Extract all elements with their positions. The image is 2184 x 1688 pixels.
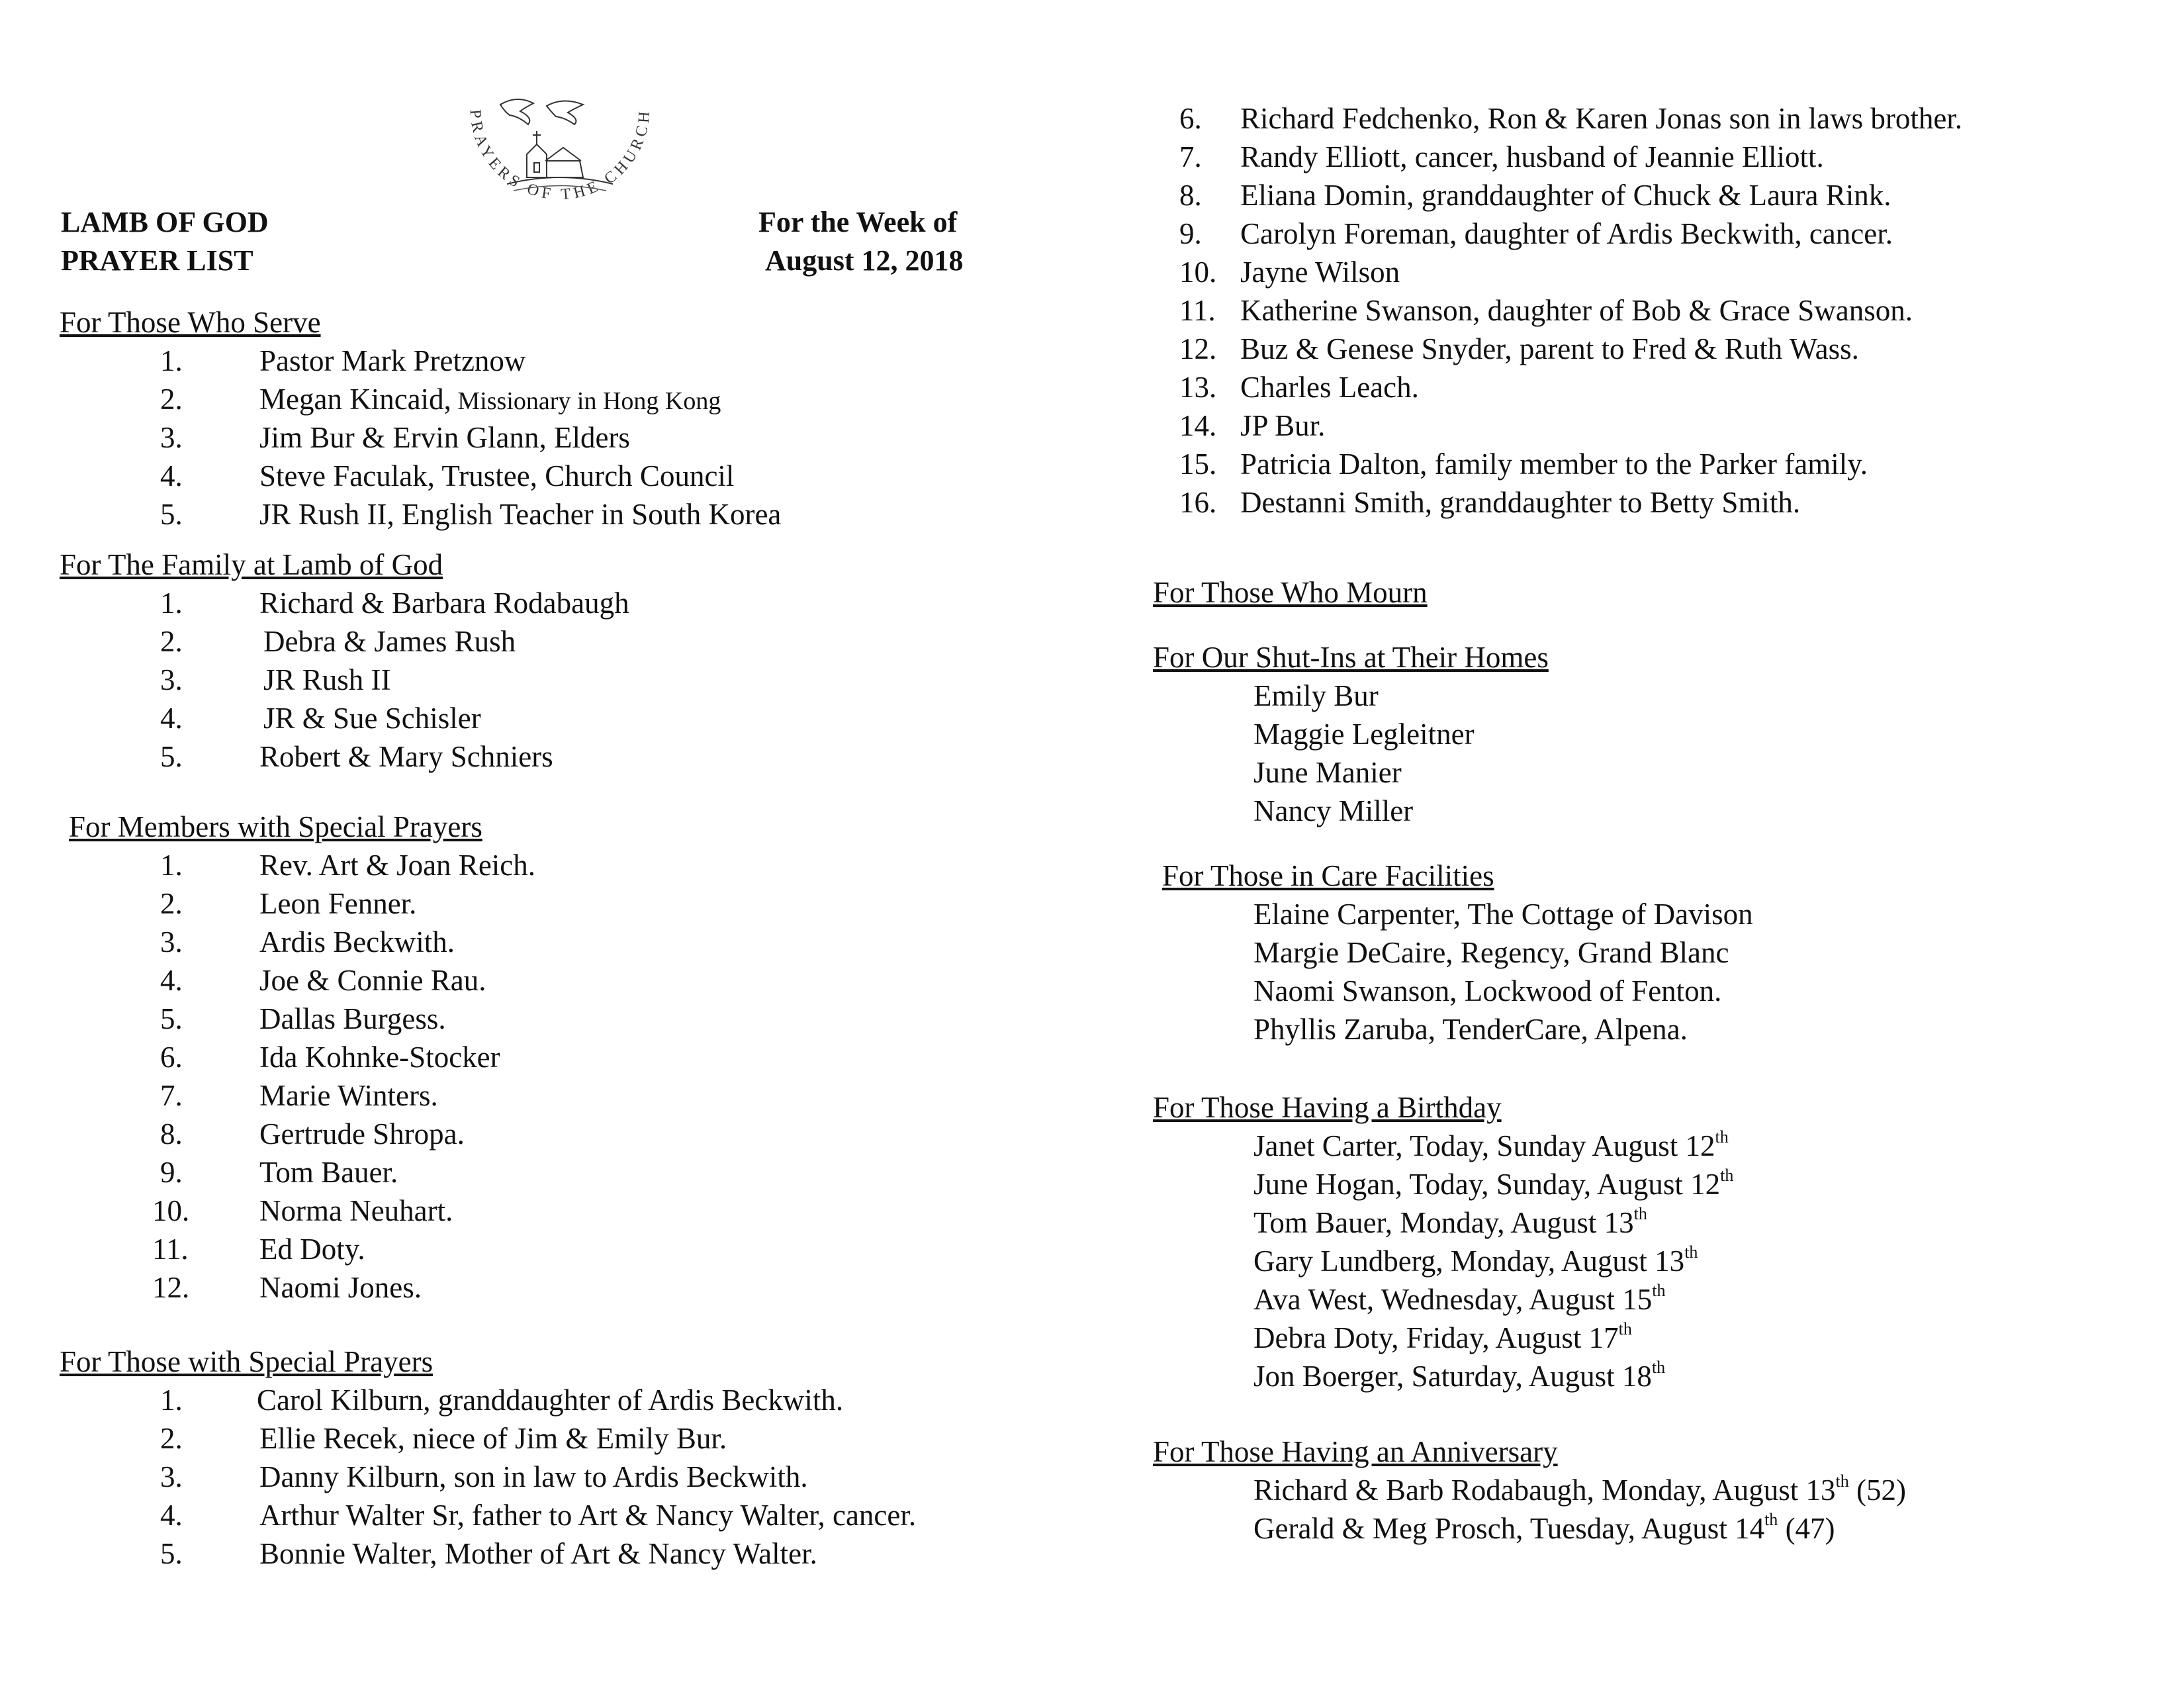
list-item: Emily Bur <box>1253 679 1379 712</box>
list-item: Nancy Miller <box>1253 794 1414 827</box>
list-item: Gary Lundberg, Monday, August 13th <box>1253 1243 1698 1278</box>
list-item: Jon Boerger, Saturday, August 18th <box>1253 1358 1666 1393</box>
section-title-special: For Those with Special Prayers <box>60 1345 433 1378</box>
logo-text: PRAYERS OF THE CHURCH <box>466 107 654 204</box>
list-item: Janet Carter, Today, Sunday August 12th <box>1253 1127 1729 1162</box>
list-item: Tom Bauer, Monday, August 13th <box>1253 1204 1647 1239</box>
section-title-serve: For Those Who Serve <box>60 306 321 339</box>
week-title <box>758 196 964 287</box>
list-item: Debra Doty, Friday, August 17th <box>1253 1319 1632 1354</box>
prayers-of-the-church-logo <box>454 91 666 238</box>
org-line-2: PRAYER LIST <box>61 244 253 277</box>
svg-text:PRAYERS OF THE CHURCH <box>467 107 654 204</box>
list-item: Elaine Carpenter, The Cottage of Davison <box>1253 898 1753 931</box>
list-item: Gerald & Meg Prosch, Tuesday, August 14th (47) <box>1253 1510 1835 1545</box>
section-title-family: For The Family at Lamb of God <box>60 548 443 581</box>
list-item: Richard & Barb Rodabaugh, Monday, August 13th (52) <box>1253 1472 1906 1507</box>
list-item: Phyllis Zaruba, TenderCare, Alpena. <box>1253 1013 1688 1046</box>
org-title <box>61 196 269 287</box>
org-line-1: LAMB OF GOD <box>61 206 269 238</box>
section-title-shutins: For Our Shut-Ins at Their Homes <box>1153 641 1549 674</box>
list-item: Naomi Swanson, Lockwood of Fenton. <box>1253 974 1722 1008</box>
list-item: Ava West, Wednesday, August 15th <box>1253 1281 1666 1316</box>
list-item: Maggie Legleitner <box>1253 718 1475 751</box>
section-title-anniversary: For Those Having an Anniversary <box>1153 1435 1558 1468</box>
list-item: June Manier <box>1253 756 1402 789</box>
week-line-2: August 12, 2018 <box>765 244 964 277</box>
section-title-birthday: For Those Having a Birthday <box>1153 1091 1502 1124</box>
section-title-care: For Those in Care Facilities <box>1162 859 1494 892</box>
section-title-members: For Members with Special Prayers <box>69 810 482 843</box>
list-item: June Hogan, Today, Sunday, August 12th <box>1253 1166 1734 1201</box>
week-line-1: For the Week of <box>758 206 958 238</box>
list-item: Margie DeCaire, Regency, Grand Blanc <box>1253 936 1729 969</box>
section-title-mourn: For Those Who Mourn <box>1153 576 1428 609</box>
